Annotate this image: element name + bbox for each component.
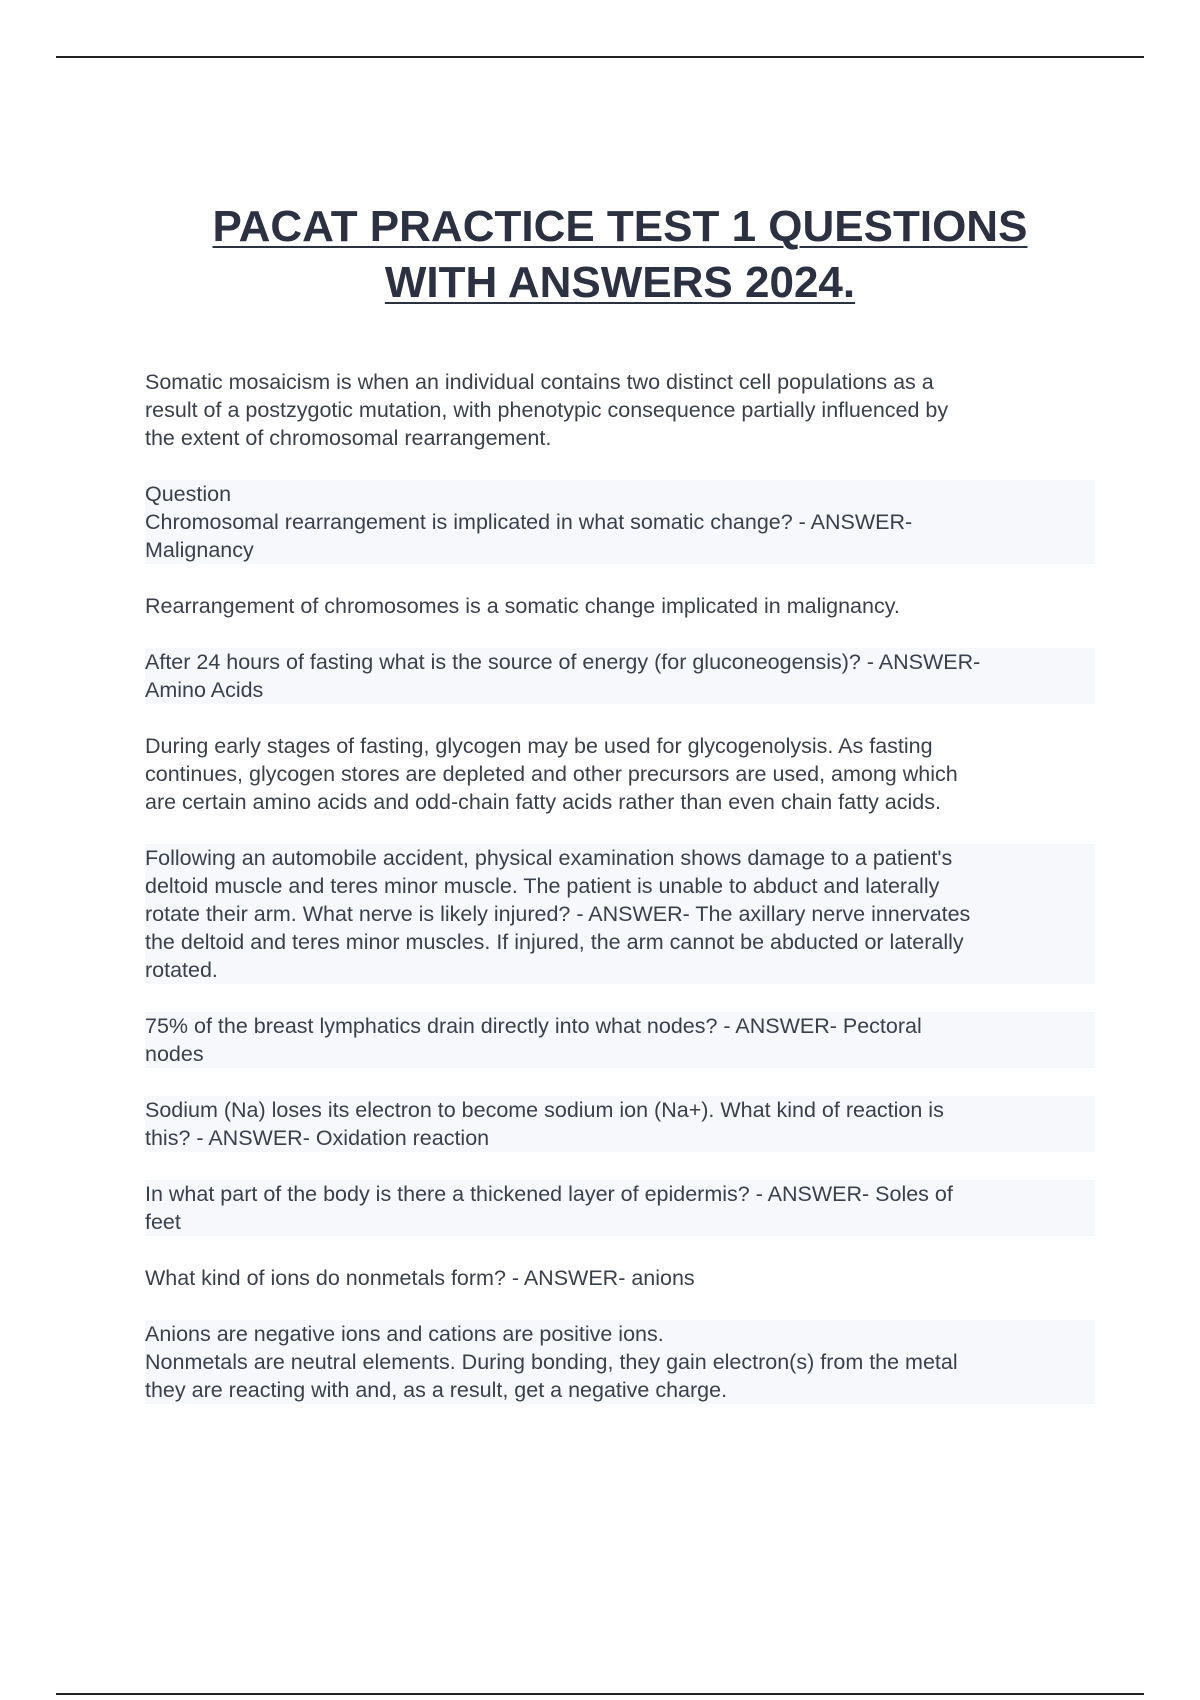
text-line: Following an automobile accident, physical examination shows damage to a patient's [145,846,953,870]
text-line: After 24 hours of fasting what is the source of energy (for gluconeogensis)? - ANSWER- [145,650,981,674]
text-line: result of a postzygotic mutation, with phenotypic consequence partially influenced by [145,398,949,422]
qa-paragraph [145,648,1095,704]
text-line: Somatic mosaicism is when an individual contains two distinct cell populations as a [145,370,934,394]
text-line: What kind of ions do nonmetals form? - ANSWER- anions [145,1266,695,1290]
qa-paragraph [145,844,1095,984]
explanation-paragraph [145,592,1095,620]
text-line: they are reacting with and, as a result, get a negative charge. [145,1378,728,1402]
page-title [100,199,1140,311]
bottom-rule [56,1693,1144,1695]
text-line: During early stages of fasting, glycogen may be used for glycogenolysis. As fasting [145,734,933,758]
text-line: this? - ANSWER- Oxidation reaction [145,1126,490,1150]
explanation-paragraph [145,1320,1095,1404]
text-line: deltoid muscle and teres minor muscle. The patient is unable to abduct and laterally [145,874,940,898]
text-line: rotated. [145,958,218,982]
qa-paragraph [145,1012,1095,1068]
text-line: Amino Acids [145,678,264,702]
text-line: are certain amino acids and odd-chain fatty acids rather than even chain fatty acids. [145,790,941,814]
text-line: Question [145,482,232,506]
text-line: the extent of chromosomal rearrangement. [145,426,552,450]
explanation-paragraph [145,732,1095,816]
text-line: feet [145,1210,181,1234]
qa-paragraph [145,1096,1095,1152]
text-line: nodes [145,1042,204,1066]
qa-paragraph [145,1180,1095,1236]
text-line: continues, glycogen stores are depleted and other precursors are used, among which [145,762,958,786]
text-line: the deltoid and teres minor muscles. If injured, the arm cannot be abducted or laterally [145,930,964,954]
text-line: Rearrangement of chromosomes is a somatic change implicated in malignancy. [145,594,900,618]
text-line: rotate their arm. What nerve is likely injured? - ANSWER- The axillary nerve innervates [145,902,971,926]
text-line: Sodium (Na) loses its electron to become sodium ion (Na+). What kind of reaction is [145,1098,944,1122]
text-line: In what part of the body is there a thickened layer of epidermis? - ANSWER- Soles of [145,1182,953,1206]
document-body [145,368,1095,1432]
title-line: WITH ANSWERS 2024. [384,258,856,307]
text-line: Chromosomal rearrangement is implicated in what somatic change? - ANSWER- [145,510,913,534]
top-rule [56,56,1144,58]
text-line: 75% of the breast lymphatics drain directly into what nodes? - ANSWER- Pectoral [145,1014,922,1038]
qa-paragraph [145,480,1095,564]
text-line: Nonmetals are neutral elements. During bonding, they gain electron(s) from the metal [145,1350,958,1374]
text-line: Anions are negative ions and cations are positive ions. [145,1322,664,1346]
text-line: Malignancy [145,538,254,562]
title-line: PACAT PRACTICE TEST 1 QUESTIONS [212,202,1028,251]
intro-paragraph [145,368,1095,452]
qa-paragraph [145,1264,1095,1292]
